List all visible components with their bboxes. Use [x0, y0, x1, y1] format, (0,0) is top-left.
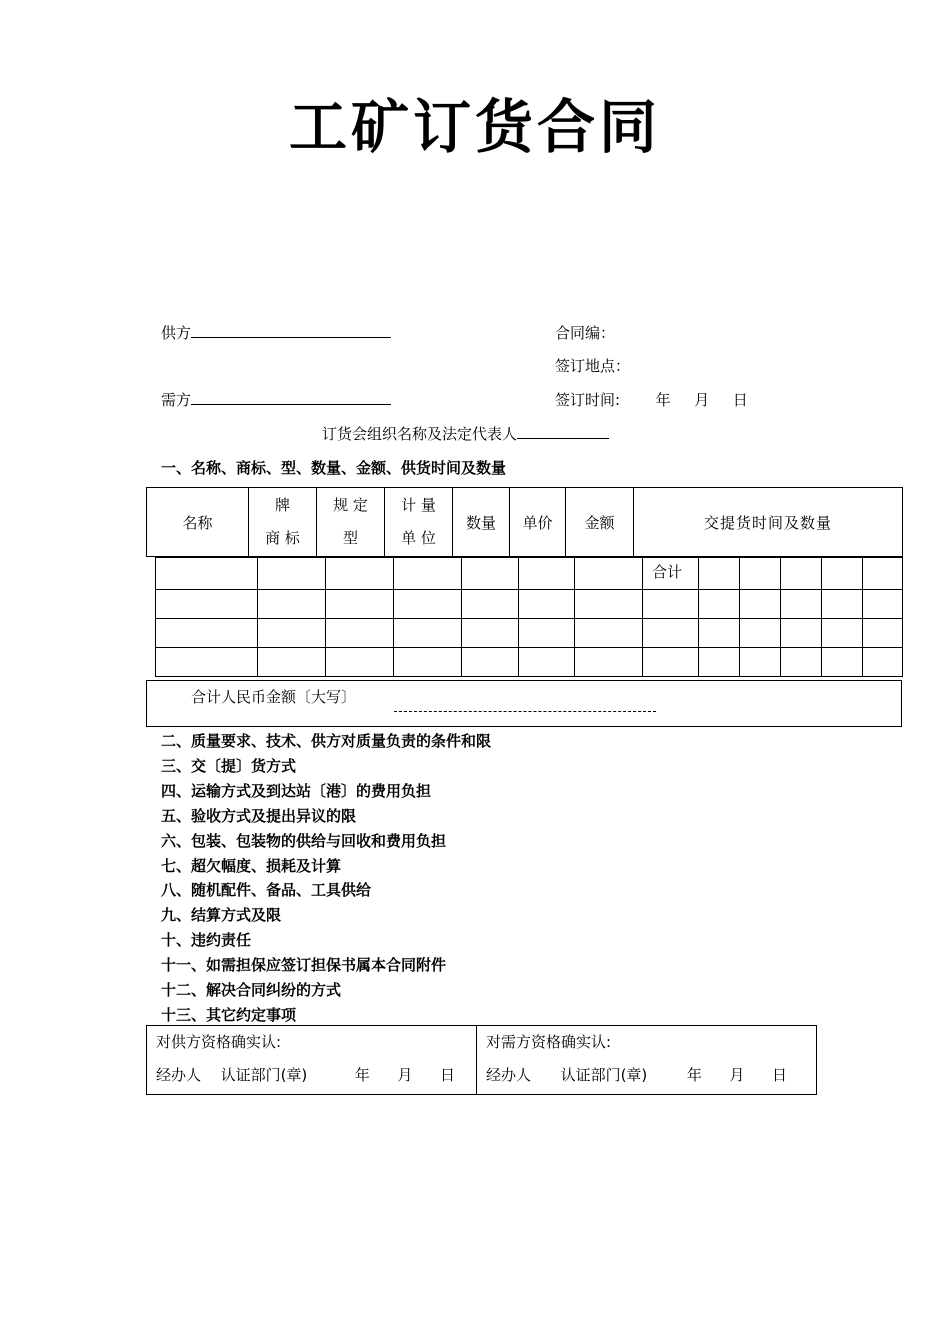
org-blank[interactable]	[517, 424, 609, 439]
supplier-agent-label: 经办人	[156, 1066, 202, 1084]
table-cell[interactable]	[258, 590, 326, 619]
table-cell[interactable]	[575, 619, 643, 648]
table-cell[interactable]	[643, 590, 699, 619]
contract-no-label: 合同编：	[555, 324, 616, 342]
col-unit-line1: 计 量	[401, 496, 436, 514]
table-cell[interactable]	[822, 619, 863, 648]
table-cell[interactable]	[394, 648, 462, 677]
col-delivery: 交提货时间及数量	[634, 488, 903, 557]
table-cell[interactable]	[781, 619, 822, 648]
table-cell[interactable]	[643, 648, 699, 677]
org-label: 订货会组织名称及法定代表人	[322, 425, 518, 443]
table-cell[interactable]	[326, 619, 394, 648]
table-cell[interactable]	[699, 590, 740, 619]
table-cell[interactable]	[643, 619, 699, 648]
supplier-sign-line	[156, 1059, 476, 1092]
table-cell[interactable]	[156, 648, 258, 677]
supplier-month: 月	[397, 1066, 413, 1084]
table-cell[interactable]	[519, 590, 575, 619]
buyer-field	[161, 389, 391, 410]
table-cell[interactable]	[863, 558, 903, 590]
sign-month: 月	[694, 391, 710, 409]
buyer-confirm-cell	[477, 1026, 817, 1095]
document-title: 工矿订货合同	[288, 93, 661, 161]
total-rmb-box	[146, 680, 902, 727]
col-unit-line2: 单 位	[401, 529, 436, 547]
table-cell[interactable]	[822, 558, 863, 590]
col-qty: 数量	[453, 488, 510, 557]
col-name: 名称	[147, 488, 249, 557]
sign-year: 年	[655, 391, 671, 409]
table-cell[interactable]	[699, 558, 740, 590]
buyer-blank[interactable]	[191, 390, 391, 405]
sections-list	[161, 729, 491, 1028]
goods-table-header	[146, 487, 903, 557]
col-spec-line1: 规 定	[333, 496, 368, 514]
table-cell[interactable]	[258, 648, 326, 677]
col-brand	[249, 488, 317, 557]
section-1-title: 一、名称、商标、型、数量、金额、供货时间及数量	[161, 459, 507, 477]
buyer-sign-line	[486, 1059, 816, 1092]
section-item: 十、违约责任	[161, 931, 252, 950]
supplier-label: 供方	[161, 324, 192, 342]
col-amount: 金额	[566, 488, 634, 557]
total-rmb-blank[interactable]	[394, 711, 656, 712]
table-cell[interactable]	[822, 590, 863, 619]
table-cell[interactable]	[822, 648, 863, 677]
section-item: 七、超欠幅度、损耗及计算	[161, 856, 342, 875]
supplier-confirm-label: 对供方资格确实认:	[156, 1033, 282, 1051]
table-cell[interactable]	[575, 648, 643, 677]
sign-time-label: 签订时间:	[555, 391, 621, 409]
buyer-label: 需方	[161, 391, 192, 409]
table-cell[interactable]	[781, 558, 822, 590]
buyer-agent-label: 经办人	[486, 1066, 532, 1084]
table-cell[interactable]	[326, 648, 394, 677]
signature-table	[146, 1025, 817, 1095]
table-cell[interactable]	[781, 648, 822, 677]
col-brand-line2: 商 标	[265, 529, 300, 547]
table-cell[interactable]	[326, 558, 394, 590]
supplier-field	[161, 322, 391, 343]
table-cell[interactable]	[394, 619, 462, 648]
buyer-dept-label: 认证部门(章)	[560, 1066, 648, 1084]
supplier-confirm-cell	[147, 1026, 477, 1095]
table-cell[interactable]	[258, 558, 326, 590]
table-cell[interactable]	[326, 590, 394, 619]
table-cell[interactable]	[462, 648, 519, 677]
table-cell[interactable]	[462, 619, 519, 648]
goods-table-body	[155, 557, 903, 677]
sign-place-label: 签订地点：	[555, 357, 631, 375]
table-cell[interactable]	[156, 590, 258, 619]
col-brand-line1: 牌	[274, 496, 290, 514]
table-cell[interactable]	[394, 590, 462, 619]
supplier-dept-label: 认证部门(章)	[220, 1066, 308, 1084]
table-cell[interactable]	[519, 619, 575, 648]
sign-time-field	[555, 389, 748, 410]
section-item: 四、运输方式及到达站〔港〕的费用负担	[161, 781, 432, 800]
subtotal-label: 合计	[643, 558, 699, 590]
table-cell[interactable]	[863, 590, 903, 619]
table-cell[interactable]	[519, 558, 575, 590]
section-item: 十二、解决合同纠纷的方式	[161, 981, 342, 1000]
table-cell[interactable]	[156, 558, 258, 590]
supplier-year: 年	[354, 1066, 370, 1084]
table-cell[interactable]	[740, 619, 781, 648]
table-cell[interactable]	[462, 590, 519, 619]
table-row	[156, 619, 903, 648]
table-cell[interactable]	[863, 648, 903, 677]
table-cell[interactable]	[519, 648, 575, 677]
table-cell[interactable]	[863, 619, 903, 648]
col-spec-line2: 型	[342, 529, 358, 547]
col-unit	[385, 488, 453, 557]
section-item: 六、包装、包装物的供给与回收和费用负担	[161, 831, 447, 850]
col-price: 单价	[510, 488, 566, 557]
buyer-year: 年	[686, 1066, 702, 1084]
section-item: 二、质量要求、技术、供方对质量负责的条件和限	[161, 732, 492, 750]
section-item: 五、验收方式及提出异议的限	[161, 806, 357, 825]
supplier-blank[interactable]	[191, 323, 391, 338]
section-item: 三、交〔提〕货方式	[161, 756, 297, 775]
table-cell[interactable]	[575, 590, 643, 619]
table-cell[interactable]	[781, 590, 822, 619]
table-cell[interactable]	[394, 558, 462, 590]
table-cell[interactable]	[740, 558, 781, 590]
table-cell[interactable]	[575, 558, 643, 590]
table-cell[interactable]	[740, 590, 781, 619]
table-row	[156, 648, 903, 677]
table-cell[interactable]	[699, 619, 740, 648]
section-item: 十三、其它约定事项	[161, 1005, 297, 1024]
supplier-day: 日	[440, 1066, 456, 1084]
total-rmb-label: 合计人民币金额〔大写〕	[191, 688, 357, 706]
table-cell[interactable]	[699, 648, 740, 677]
table-cell[interactable]	[462, 558, 519, 590]
section-item: 八、随机配件、备品、工具供给	[161, 881, 372, 900]
table-cell[interactable]	[156, 619, 258, 648]
col-spec	[317, 488, 385, 557]
section-item: 九、结算方式及限	[161, 906, 282, 925]
table-cell[interactable]	[258, 619, 326, 648]
table-cell[interactable]	[740, 648, 781, 677]
section-item: 十一、如需担保应签订担保书属本合同附件	[161, 956, 447, 975]
buyer-confirm-label: 对需方资格确实认:	[486, 1033, 612, 1051]
sign-day: 日	[732, 391, 748, 409]
buyer-day: 日	[772, 1066, 788, 1084]
buyer-month: 月	[729, 1066, 745, 1084]
table-row	[156, 590, 903, 619]
table-row	[156, 558, 903, 590]
org-field	[322, 423, 609, 444]
